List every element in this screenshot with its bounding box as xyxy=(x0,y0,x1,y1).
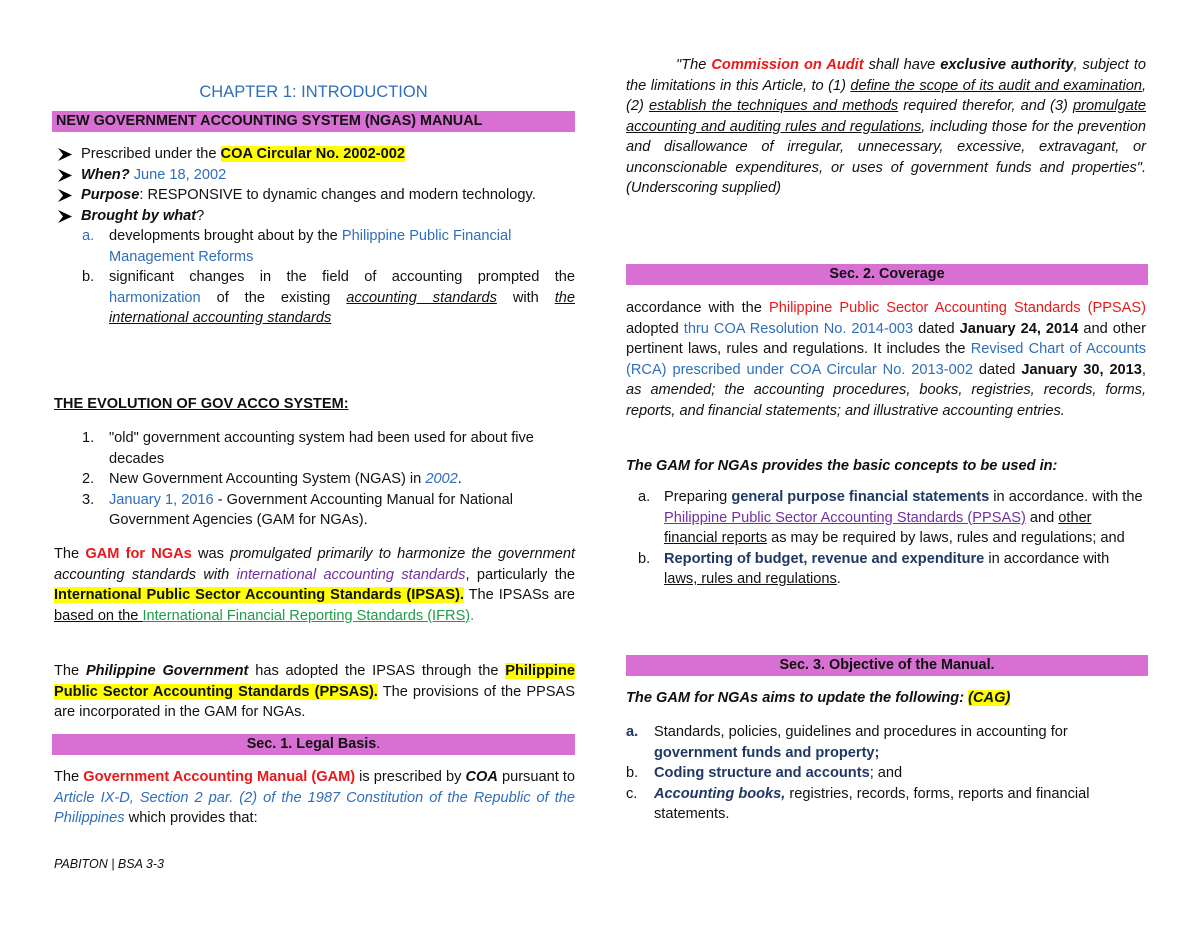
gam-harmonize-paragraph: The GAM for NGAs was promulgated primarily to harmonize the government accounting standards with international accounting standards, particularly the International Public Sector Accounting Standards (IPSAS). The IPSASs are based on the International Financial Reporting Standards (IFRS). xyxy=(54,546,576,624)
evolution-item-1: 1. "old" government accounting system had been used for about five decades xyxy=(82,430,534,467)
cag-highlight: (CAG) xyxy=(968,690,1011,706)
chapter-title: CHAPTER 1: INTRODUCTION xyxy=(199,83,428,101)
evolution-item-2: 2. New Government Accounting System (NGAS) in 2002. xyxy=(82,471,462,487)
concept-item-b: b. Reporting of budget, revenue and expenditure in accordance with laws, rules and regulations. xyxy=(638,550,1110,587)
objective-item-c: c. Accounting books, registries, records, forms, reports and financial statements. xyxy=(626,785,1090,822)
sec1-section-bar: Sec. 1. Legal Basis. xyxy=(52,734,575,755)
arrowhead-bullet-icon xyxy=(54,189,76,202)
sec2-section-bar: Sec. 2. Coverage xyxy=(626,264,1148,285)
constitution-quote: "The Commission on Audit shall have exclusive authority, subject to the limitations in this Article, to (1) define the scope of its audit and examination, (2) establish the techniques and methods required therefor, and (3) promulgate accounting and auditing rules and regulations, including those for the prevention and disallowance of irregular, unnecessary, excessive, extravagant, or unconscionable expenditures, or uses of government funds and properties". (Underscoring supplied) xyxy=(626,57,1147,196)
bullet-brought-by: Brought by what? xyxy=(52,206,575,227)
concept-item-a: a. Preparing general purpose financial statements in accordance. with the Philippine Public Sector Accounting Standards (PPSAS) and other financial reports as may be required by laws, rules and regulations; and xyxy=(638,489,1143,546)
sub-item-a: a. developments brought about by the Philippine Public Financial Management Reforms xyxy=(82,228,512,265)
sec3-section-bar: Sec. 3. Objective of the Manual. xyxy=(626,655,1148,676)
coverage-paragraph: accordance with the Philippine Public Sector Accounting Standards (PPSAS) adopted thru COA Resolution No. 2014-003 dated January 24, 2014 and other pertinent laws, rules and regulations. It includes the Revised Chart of Accounts (RCA) prescribed under COA Circular No. 2013-002 dated January 30, 2013, as amended; the accounting procedures, books, registries, records, forms, reports, and financial statements; and illustrative accounting entries. xyxy=(626,300,1146,419)
bullet-purpose: Purpose: RESPONSIVE to dynamic changes and modern technology. xyxy=(52,185,575,206)
objective-list xyxy=(626,722,1146,825)
coa-circular-highlight: COA Circular No. 2002-002 xyxy=(220,146,405,162)
arrowhead-bullet-icon xyxy=(54,148,76,161)
evolution-heading: THE EVOLUTION OF GOV ACCO SYSTEM: xyxy=(54,396,349,412)
basic-concepts-list xyxy=(626,487,1146,590)
bullet-prescribed: Prescribed under the COA Circular No. 2002-002 xyxy=(52,144,575,165)
sub-item-b: b. significant changes in the field of accounting prompted the harmonization of the existing accounting standards with the international accounting standards xyxy=(82,269,575,326)
bullet-when: When? June 18, 2002 xyxy=(52,165,575,186)
ngas-bullet-list xyxy=(52,144,575,329)
ngas-section-bar: NEW GOVERNMENT ACCOUNTING SYSTEM (NGAS) MANUAL xyxy=(52,111,575,132)
objective-item-a: a. Standards, policies, guidelines and procedures in accounting for government funds and property; xyxy=(626,724,1068,761)
objective-heading: The GAM for NGAs aims to update the following: (CAG) xyxy=(626,690,1011,706)
page-footer: PABITON | BSA 3-3 xyxy=(54,857,164,871)
evolution-list xyxy=(52,428,575,531)
objective-item-b: b. Coding structure and accounts; and xyxy=(626,765,903,781)
legal-basis-paragraph: The Government Accounting Manual (GAM) is prescribed by COA pursuant to Article IX-D, Section 2 par. (2) of the 1987 Constitution of the Republic of the Philippines which provides that: xyxy=(54,769,575,826)
gam-basic-concepts-heading: The GAM for NGAs provides the basic concepts to be used in: xyxy=(626,458,1058,474)
evolution-item-3: 3. January 1, 2016 - Government Accounting Manual for National Government Agencies (GAM for NGAs). xyxy=(82,491,514,528)
philippine-government-paragraph: The Philippine Government has adopted the IPSAS through the Philippine Public Sector Accounting Standards (PPSAS). The provisions of the PPSAS are incorporated in the GAM for NGAs. xyxy=(54,663,575,720)
arrowhead-bullet-icon xyxy=(54,210,76,223)
arrowhead-bullet-icon xyxy=(54,169,76,182)
